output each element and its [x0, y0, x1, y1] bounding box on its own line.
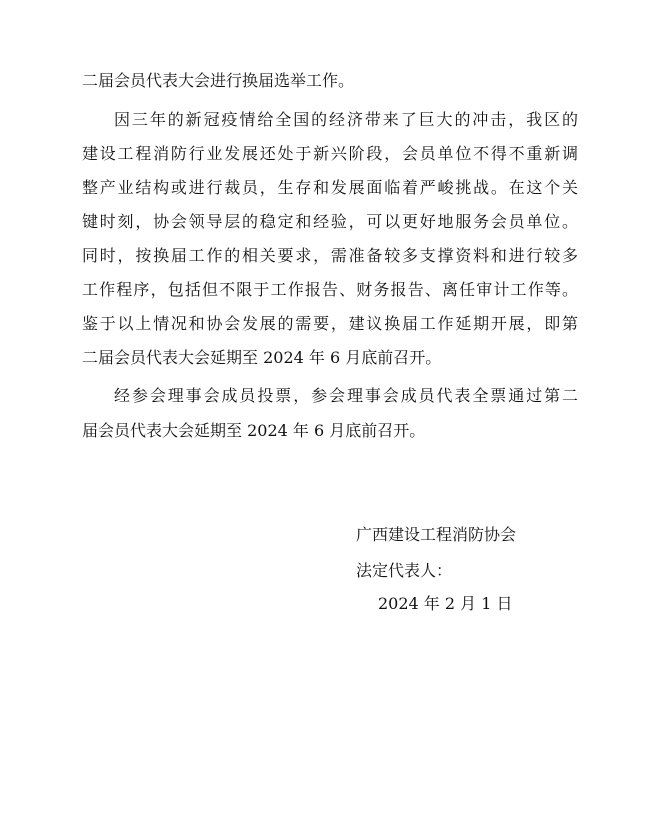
- text-line-2: 因三年的新冠疫情给全国的经济带来了巨大的冲击，我区的: [114, 110, 578, 129]
- text-line-7: 工作程序，包括但不限于工作报告、财务报告、离任审计工作等。: [82, 280, 578, 299]
- text-line-1: 二届会员代表大会进行换届选举工作。: [82, 71, 355, 90]
- text-line-11: 届会员代表大会延期至 2024 年 6 月底前召开。: [82, 421, 426, 440]
- text-line-10: 经参会理事会成员投票，参会理事会成员代表全票通过第二: [114, 386, 578, 405]
- text-line-5: 键时刻，协会领导层的稳定和经验，可以更好地服务会员单位。: [82, 212, 578, 231]
- text-line-6: 同时，按换届工作的相关要求，需准备较多支撑资料和进行较多: [82, 246, 578, 265]
- signature-organization: 广西建设工程消防协会: [356, 525, 517, 544]
- text-line-8: 鉴于以上情况和协会发展的需要，建议换届工作延期开展，即第: [82, 314, 578, 333]
- text-line-3: 建设工程消防行业发展还处于新兴阶段，会员单位不得不重新调: [82, 144, 578, 163]
- signature-date: 2024 年 2 月 1 日: [378, 594, 513, 613]
- text-line-9: 二届会员代表大会延期至 2024 年 6 月底前召开。: [82, 348, 442, 367]
- signature-legal-representative: 法定代表人：: [356, 561, 453, 580]
- text-line-4: 整产业结构或进行裁员，生存和发展面临着严峻挑战。在这个关: [82, 178, 578, 197]
